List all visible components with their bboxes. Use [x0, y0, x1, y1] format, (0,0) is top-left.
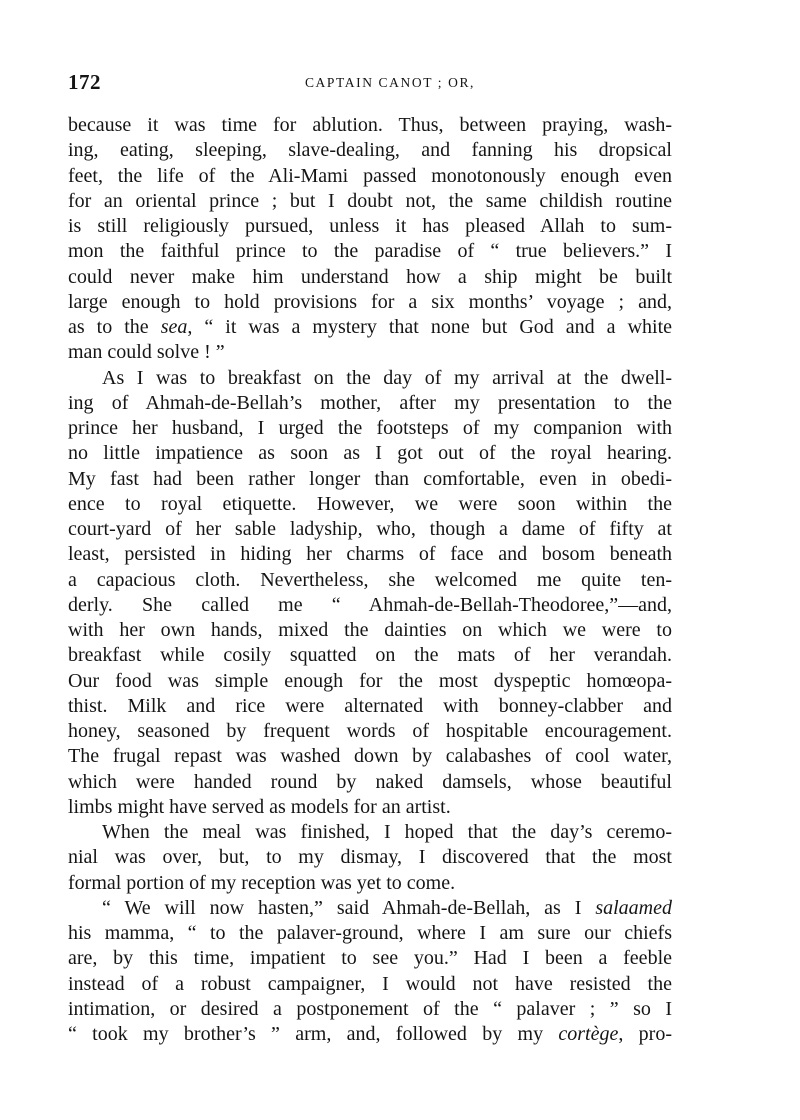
text-line: When the meal was finished, I hoped that the day’s ceremo- — [102, 821, 672, 843]
text-line: his mamma, “ to the palaver-ground, where I am sure our chiefs — [68, 922, 672, 944]
page-header — [68, 70, 672, 100]
text-line: As I was to breakfast on the day of my arrival at the dwell- — [102, 366, 672, 389]
text-segment: “ took my brother’s ” arm, and, followed by my — [68, 1023, 559, 1045]
text-line: court-yard of her sable ladyship, who, though a dame of fifty at — [68, 518, 672, 540]
text-line: derly. She called me “ Ahmah-de-Bellah-Theodoree,”—and, — [68, 593, 672, 616]
text-line: honey, seasoned by frequent words of hospitable encouragement. — [68, 720, 672, 742]
text-line: breakfast while cosily squatted on the mats of her verandah. — [68, 644, 672, 667]
text-line: nial was over, but, to my dismay, I discovered that the most — [68, 846, 672, 869]
text-line: intimation, or desired a postponement of the “ palaver ; ” so I — [68, 997, 672, 1020]
text-line: with her own hands, mixed the dainties on which we were to — [68, 619, 672, 641]
text-line: could never make him understand how a ship might be built — [68, 265, 672, 288]
paragraph-3 — [68, 820, 672, 896]
text-line-mixed — [68, 315, 672, 340]
text-line: limbs might have served as models for an artist. — [68, 795, 451, 818]
text-line: ing of Ahmah-de-Bellah’s mother, after my presentation to the — [68, 391, 672, 414]
text-segment: , pro- — [618, 1023, 673, 1045]
text-line: Our food was simple enough for the most dyspeptic homœopa- — [68, 669, 672, 692]
text-segment: , “ it was a mystery that none but God and a white — [187, 316, 672, 338]
text-line: The frugal repast was washed down by calabashes of cool water, — [68, 745, 672, 768]
text-line: feet, the life of the Ali-Mami passed monotonously enough even — [68, 164, 672, 187]
paragraph-2 — [68, 366, 672, 821]
text-line-mixed — [68, 1022, 672, 1047]
text-line: prince her husband, I urged the footsteps of my companion with — [68, 417, 672, 439]
text-line: for an oriental prince ; but I doubt not, the same childish routine — [68, 189, 672, 212]
text-line: thist. Milk and rice were alternated with bonney-clabber and — [68, 694, 672, 717]
text-line: My fast had been rather longer than comfortable, even in obedi- — [68, 467, 672, 490]
text-line: is still religiously pursued, unless it has pleased Allah to sum- — [68, 215, 672, 237]
text-line: large enough to hold provisions for a six months’ voyage ; and, — [68, 290, 672, 313]
text-line-mixed — [68, 896, 672, 921]
page-number: 172 — [68, 70, 101, 94]
text-line: no little impatience as soon as I got out of the royal hearing. — [68, 442, 672, 465]
italic-word: cortège — [558, 1023, 619, 1045]
text-line: mon the faithful prince to the paradise of “ true believers.” I — [68, 240, 672, 263]
text-line: instead of a robust campaigner, I would not have resisted the — [68, 972, 672, 995]
text-line: formal portion of my reception was yet to come. — [68, 871, 456, 894]
text-line: a capacious cloth. Nevertheless, she welcomed me quite ten- — [68, 568, 672, 591]
italic-word: sea — [160, 316, 188, 338]
text-line: are, by this time, impatient to see you.” Had I been a feeble — [68, 947, 672, 970]
body-text — [68, 113, 672, 1047]
running-head: CAPTAIN CANOT ; OR, — [304, 75, 476, 90]
text-line: ing, eating, sleeping, slave-dealing, and fanning his dropsical — [68, 139, 672, 162]
text-segment: “ We will now hasten,” said Ahmah-de-Bellah, as I — [102, 896, 596, 919]
text-line: because it was time for ablution. Thus, between praying, wash- — [68, 114, 672, 136]
italic-word: salaamed — [595, 896, 672, 919]
text-line: man could solve ! ” — [68, 341, 225, 364]
paragraph-1 — [68, 113, 672, 366]
text-line: which were handed round by naked damsels, whose beautiful — [68, 770, 672, 793]
text-line: least, persisted in hiding her charms of face and bosom beneath — [68, 543, 672, 566]
text-segment: as to the — [68, 316, 161, 338]
paragraph-4 — [68, 896, 672, 1048]
text-line: ence to royal etiquette. However, we were soon within the — [68, 492, 672, 515]
